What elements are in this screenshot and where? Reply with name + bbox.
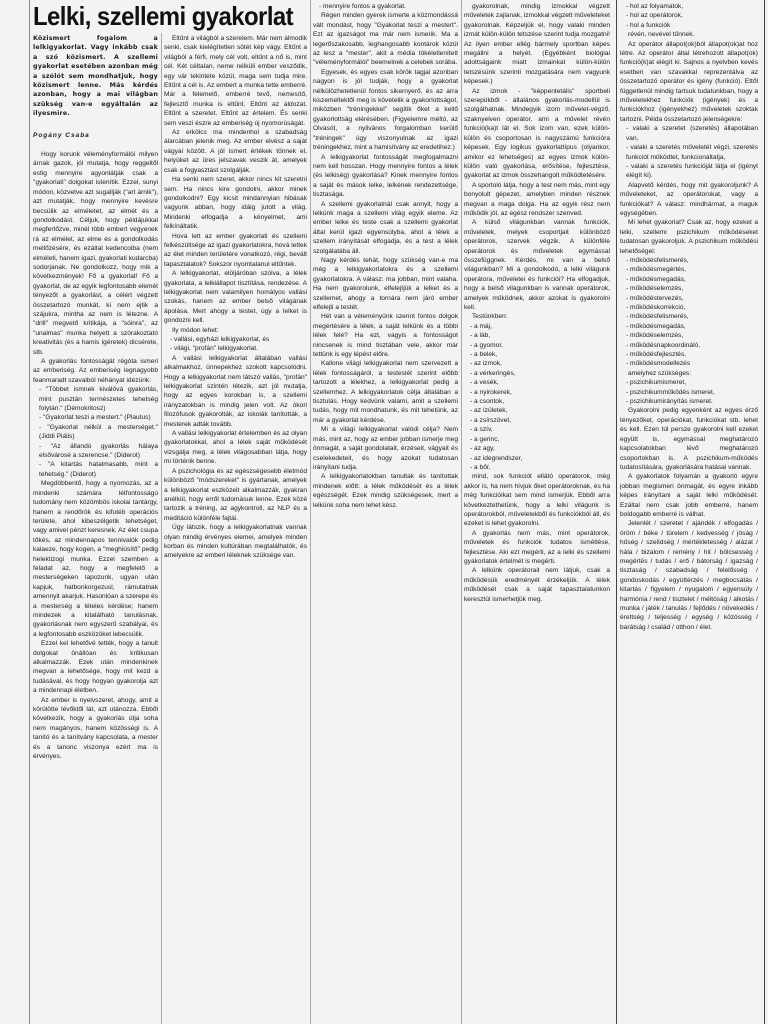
paragraph: Az erkölcs ma mindenhol a szabadság álarcában jelenik meg. Az ember elvész a saját vágyai között. A jól ismert értékek tűnnek el, helyüket az üres jelszavak veszik át, amelyek csak a fogyasztást szolgálják. (164, 129, 307, 174)
paragraph: Eltűnt a világból a szerelem. Már nem álmodik senki, csak kielégítetlen sötét kép vágy. Eltűnt a világból a férfi, mely cél volt, eltűnt a nő is, mint cél. Két céltalan, neme nélküli ember vesződik, egy vár tekintete közül, maga sem tudja mire. Eltűnt a cél is. Az embert a munka tette emberré. Már a felemelő, emberré tevő, nemesítő, fejlesztő munka is eltűnt. Eltűnt az áldozat. Eltűnt a szeretet. Eltűnt az értelem. És senki sem veszi észre az emberiség új nyomorúságát. (164, 35, 307, 127)
paragraph: A pszichológia és az egészségesebb életmód különböző "módszereket" is gyártanak, amelyek a lelkigyakorlat eszközeit alkalmazzák, gyakran anélkül, hogy erről tudomásuk lenne. Ezek közé tartozik a tréning, az agykontroll, az NLP és a meditáció különféle fajtái. (164, 467, 307, 522)
paragraph: - "Gyakorlat nélkül a mesterséget." (Jiddi Piális) (39, 423, 158, 441)
paragraph: Úgy látszik, hogy a lelkigyakorlatnak vannak olyan mindig érvényes elemei, amelyek minden korban és minden kultúrában megtalálhatók, és amelyekre az emberi léleknek szüksége van. (164, 524, 307, 560)
paragraph: - a gerinc, (470, 435, 500, 443)
paragraph: - az izmok, (470, 360, 502, 368)
paragraph: A gyakorlatok folyamán a gyakorló egyre jobban megismeri önmagát, és egyre inkább képes irányítani a saját lelki működését. Ezáltal nem csak jobb emberré, hanem boldogabb emberré is válhat. (620, 473, 758, 518)
paragraph: - "A kitartás hatalmasabb, mint a tehetség." (Diderot) (39, 461, 158, 478)
paragraph: - működéselemzés, (626, 285, 684, 293)
paragraph: - működéskorrekció, (626, 304, 686, 311)
paragraph: - működésmegadás, (626, 322, 686, 330)
paragraph: Ha senki nem szeret, akkor nincs kit szeretni sem. Ha nincs kire gondolni, akkor minek gondolkodni? Egy kicsit mindannyian hibásak vagyunk abban, hogy idáig jutott a világ. Mindenki elfogadja a kényelmet, ami felkínáltatik. (164, 176, 307, 231)
article-author: Pogány Csaba (33, 131, 90, 139)
paragraph: Régen minden gyerek ismerte a közmondássá vált mondást, hogy "Gyakorlat teszi a mestert". Ezt az igazságot ma már nem ismerik. Ma a legerőszakosabb, leghangosabb kontárok közül az lesz a "mester", akit a média tökéletlenített "véleményformálói" beemelnek a celebek sorába. (313, 12, 458, 67)
paragraph: A lelkigyakorlat fontosságát megfogalmazni nem kell hosszan. Hogy mennyire fontos a lélek (és lelkiség) gyakorlása? Kinek mennyire fontos a saját és mások lelke, lelkének rendezettsége, tisztasága. (313, 153, 458, 199)
paragraph: - pszichikumismeret, (626, 379, 687, 387)
paragraph: Nagy kérdés tehát, hogy szükség van-e ma még a lelkigyakorlatokra és a szellemi gyakorlatokra. A válasz: ma jobban, mint valaha. Ha nem gyakorolunk, elfelejtjük a lelket és a szellemet, ahogy a tornára nem járó ember elfelejti a testét. (313, 256, 458, 311)
paragraph: - "Gyakorlat teszi a mestert." (Plautus) (39, 414, 151, 422)
paragraph: révén, nevével tűnnek. (628, 31, 695, 39)
paragraph: - a máj, (470, 322, 492, 330)
paragraph: Hét van a véleményünk szerint fontos dolgok megértésére a lélek, a saját lelkünk és a többi lélek felé? Ha ezt, vagyis a fontosságot nincsenek is mind tisztában vele, akkor már tettünk is egy lépést előre. (313, 313, 458, 359)
column-5 (620, 2, 758, 1024)
paragraph: - működésfelismerés, (626, 256, 689, 264)
paragraph: - az idegrendszer, (470, 454, 523, 462)
column-rule (310, 0, 311, 1024)
column-rule (161, 33, 162, 1024)
article-title: Lelki, szellemi gyakorlat (33, 1, 294, 31)
paragraph: A vallási lelkigyakorlat értelemben és az olyan gyakorlatokkal, ahol a lélek saját működését vizsgálja meg, a lélek világosabban látja, hogy mi történik benne. (164, 430, 307, 466)
article-lead: Közismert fogalom a lelkigyakorlat. Vagy inkább csak a szó közismert. A szellemi gyakorlat esetében azonban még a szólót sem mondhatjuk, hogy közismert lenne. Más kérdés azonban, hogy a mai világban szükség van-e egyáltalán az ilyesmire. (33, 35, 158, 118)
paragraph: Mi a világi lelkigyakorlat valódi célja? Nem más, mint az, hogy az ember jobban ismerje meg önmagát, a saját gondolatait, érzéseit, vágyait és cselekedeteit, és hogy azokat tudatosan irányítani tudja. (313, 426, 458, 471)
paragraph: Megdöbbentő, hogy a nyomozás, az a mindenki számára létfontosságú tudomány nem közömbös iskolai tantárgy, hanem a rendőrök és kifutéb operációs területe, ahol kibeszélgetik tehetséget, vagy amivel pénzt keresnek. Az élet csupa tőkés, az mindennapos tennivalók pedig kalaeze, hogy kogen, a "meghiúsítő" pedig helektizogi munka. Ezzel szemben a feladat az, hogy a megfelelő a mesterségeken lapozunk, ugyan után kapjuk, hatbonkorgezusl, rámutatnak amennyit akarjuk. Hasonlóan a szerepe és a mesterség a lételes kérdése; hanem mindezek a kitalálható tanulásnak, gyakorlásnak nem egyszerű szabályai, és a legfontosabb eszközöket lebecsülik. (33, 480, 158, 638)
paragraph: - a gyomor, (470, 341, 503, 349)
paragraph: Az operátor állapot(ok)ból állapot(ok)at hoz létre. Az operátor által létrehozott állapot(ok) funkció(k)at elégít ki. Sajnos a nyelvben kevés esetben van szavakkal reprezentálva az összetartozó operátor és igény (funkció). Ettől függetlenül mindig tartsuk tudatunkban, hogy a műveletekhez funkciók (igények) és a funkciókhoz (igényekhez) műveletek szoktak tartozni. Példa összetartozó jelenségekre: (620, 40, 758, 123)
paragraph: - vallási, egyházi lelkigyakorlat, és (170, 336, 270, 343)
paragraph: Jelenlét / szeretet / ajándék / elfogadás / öröm / béke / türelem / kedvesség / jóság / hűség / szelídség / mértékletesség / alázat / hála / bizalom / remény / hit / bölcsesség / megértés / tudás / erő / bátorság / igazság / tisztaság / szabadság / felelősség / gondoskodás / együttérzés / megbocsátás / kitartás / figyelem / nyugalom / egyensúly / harmónia / rend / tisztelet / méltóság / alkotás / munka / játék / tanulás / fejlődés / növekedés / érettség / teljesség / egység / közösség / barátság / család / otthon / élet. (620, 520, 758, 631)
paragraph: Alapvető kérdés, hogy mit gyakoroljunk? A műveleteket, az operátorokat, vagy a funkciókat? A válasz: mindhármat, a maguk egységében. (620, 181, 758, 217)
paragraph: Testünkben: (472, 313, 508, 321)
paragraph: A szellemi gyakorlatnál csak annyit, hogy a lelkünk maga a szellemi világ egyik eleme. Az ember lelke és teste csak a szellemi gyakorlat által kerül igazi egyensúlyba, ahol a lélek a szellem irányítását elfogadja, és a test a lélek szolgálatába áll. (313, 200, 458, 255)
paragraph: - a belek, (470, 351, 498, 359)
paragraph: - a nyirokerek, (470, 388, 512, 396)
paragraph: - a vérkeringés, (470, 369, 516, 377)
paragraph: - pszichikumműködés ismeret, (626, 388, 715, 396)
paragraph: - a csontok, (470, 398, 505, 406)
paragraph: A gyakorlás nem más, mint operátorok, műveletek és funkciók tudatos ismétlése, fejlesztése. Aki ezt megérti, az a lelki és szellemi gyakorlatok értelmét is megérti. (464, 529, 610, 565)
paragraph: - működésmegértés, (626, 266, 687, 274)
paragraph: - az agy, (470, 445, 495, 453)
paragraph: - működésfelismerés, (626, 313, 689, 321)
column-1 (33, 34, 158, 1024)
paragraph: Kallone világi lelkigyakorlat nem szervezett a lélek fontosságáról, a testeslét szerint előbb tartozott a lélekhez, a lelkigyakorlat pedig a szellemhez. A lelkigyakorlatok célja általában a tisztulás. Hogy kedvünk valami, amit a szellemi tudás, hogy mit mondhatunk, és mit tehetünk, az már a gyakorlat kérdése. (313, 360, 458, 424)
paragraph: - működésnapkoordináló, (626, 341, 701, 349)
column-2 (164, 34, 307, 1024)
paragraph: - "Az állandó gyakorlás hálaya elsővárosé a szerencse." (Diderot) (39, 442, 158, 460)
paragraph: amelyhez szükséges: (628, 369, 692, 377)
paragraph: - az ízületek, (470, 407, 508, 415)
paragraph: Az izmok - "képpentetális" sportbeli szerepükből - általános gyakorlás-modellül is szolgálhatnak. Mindegyik izom művelet-végző, szaknyelven operátor, ami a művelet révén funkció(ka)t lát el. Sok izom van, ezek külön-külön és csoportosan is nagyszámú funkcióra képesek. Egy logikus gyakorlattípus (olyankor, amikor ez lehetséges) az egyes izmok külön-külön való gyakorlása, erősítése, fejlesztése, gyakorlat az izmok összehangolt működtetésére. (464, 87, 610, 180)
paragraph: - a láb, (470, 332, 491, 340)
paragraph: - hol a funkciók (626, 21, 671, 29)
paragraph: - működésfejlesztés, (626, 351, 687, 359)
paragraph: Hová lett az ember gyakorlati és szellemi felkészültsége az igazi gyakorlatokra, hová lettek az élet minden területére vonatkozó, régi, bevált tapasztalatok? Sokszor nyomtalanul eltűntek. (164, 232, 307, 268)
paragraph: Hogy korunk véleményformálói milyen árnak gazok, jól mutatja, hogy reggeltől estig mennyire agyonlátják csak a "gyakorlati" dolgokat istenítik. Ezzel, sunyi módon, közvetve azt sugallják ("art árnik"), azt mutatják, hogy mennyire kevésre becsülik az elméletet, az elmét és a gondolkodást. Céljuk, hogy példájukkal megfertőzve, minél több embert vegyenek rá az elmélet, az elme és a gondolkodás mellőzésére, és ezáltal kedencoiba (nem elméleti, hanem igazi, gyakorlati kudarcba) sodorjanak. Ne gondolkozz, hogy mik a következmények! Fő a gyakorlat! Fő a gyakorlat, de az egyik legfontosabb elemét tényezőt a gyakorlást, a célért végzett összetartozó munkát, ki nem ejtik a szájukra, mintha az nem is létezne. A "drill" megvető kritikája, a "sóinra", az "unalmas" munka helyett a szórakoztató kreativitás (és a hamis ígéretek) dicsérete, stb. (33, 151, 158, 356)
column-4 (464, 2, 610, 1024)
paragraph: A gyakorlás fontosságát régóta ismeri az emberiség. Az emberiség legnagyobb feanmaradt szavaiból néhányat idézünk: (33, 358, 158, 384)
paragraph: - mennyire fontos a gyakorlat. (319, 3, 406, 10)
column-rule (461, 0, 462, 1024)
paragraph: - valaki a szeretet (szeretés) állapotában van, (626, 125, 758, 142)
column-3 (313, 2, 458, 1024)
paragraph: - valaki a szeretés műveletét végzi, szeretés funkciót működtet, funkcionáltatja, (626, 144, 758, 161)
paragraph: A külső világunkban vannak funkciók, műveletek, melyek csoportjait különböző operátorok, szervek végzik. A különféle operátorok és műveletek egymással összefüggnek. Kérdés, mi van a belső világunkban? Mi a gondolkodó, a lelki világunk operátora, műveletei és funkciói? Ha elfogadjuk, hogy a belső világunkban is vannak operátorok, amelyek működnek, akkor azokat is gyakorolni kell. (464, 219, 610, 311)
paragraph: - hol az operátorok, (626, 12, 683, 20)
paragraph: - működéstervezés, (626, 294, 684, 302)
paragraph: - a vesék, (470, 379, 499, 387)
paragraph: Mi lehet gyakorlat? Csak az, hogy ezeket a lelki, szellemi pszichikum működéseket tudatosan gyakoroljuk. A pszichikum működési lehetőségei: (620, 219, 758, 255)
paragraph: mind, sok funkciót ellátó operátorok, még akkor is, ha nem hívjuk őket operátoroknak, és ha még funkcióikat sem mind ismerjük. Ebből arra következtethetünk, hogy a lelki világunk is operátorokból, műveletekből és funkciókból áll, és ezeket is lehet gyakorolni. (464, 473, 610, 528)
paragraph: A lelkigyakorlat, elöljáróban szólva, a lélek gyakorlata, a lelkiállapot tisztítása, rendezése. A lelkigyakorlat nem valamilyen homályos vallási szokás, hanem az ember belső világának ápolása. Mert ahogy a testet, úgy a lelket is gondozni kell. (164, 270, 307, 325)
paragraph: - a zsírszövet, (470, 416, 512, 424)
paragraph: - világi, "profán" lelkigyakorlat. (170, 345, 258, 353)
paragraph: - "Többet ismnek kiválóvá gyakorlás, mint pusztán természetes tehetség folytán." (Démokritosz) (39, 386, 158, 413)
paragraph: - hol az folyamatok, (626, 3, 684, 10)
column-rule (29, 0, 30, 1024)
paragraph: A lelkigyakorlatokban tanultak és tanítottak mindenek előtt: a lélek működését és a lélek egészségét. Ezek mindig szükségesek, mert a lelkünk soha nem lehet kész. (313, 473, 458, 509)
paragraph: Az ember is nyelvszeret, ahogy, amit a körülötte lévőktől lát, azt utánozza. Ebből következik, hogy a gyakorlás útja soha nem magányos, hanem közösségi is. A tanító és a tanítvány kapcsolata, a mester és a tanonc viszonya ezért ma is érvényes. (33, 696, 158, 761)
paragraph: - működésmodellezés (626, 360, 691, 368)
paragraph: - a szív, (470, 426, 493, 434)
paragraph: - működésmegadás, (626, 275, 686, 283)
paragraph: - működéselemzés, (626, 332, 684, 340)
paragraph: gyakorolnak, mindig izmokkal végzett műveletek zajlanak, izmokkal végzett műveleteket gyakorolnak. Képzeljük el, hogy valaki minden izmát külön-külön tetszése szerint tudja mozgatni! Az ilyen ember ellég bármely sportban képes megállni a helyét. (Egyébként biológiai adottságaink miatt izmainkat külön-külön tetszésünk szerinti mozgatására nem vagyunk képesek.) (464, 3, 610, 86)
paragraph: A vallási lelkigyakorlat általában vallási alkalmakhoz, ünnepekhez szokott kapcsolódni. Hogy a lelkigyakorlat nem látszó vallás, "profán" lelkigyakorlat szintén létezik, azt jól mutatja, hogy az egyes korokban is, a szellemi irányzatokban is mindig jelen volt. Az ókori filozófusok gyakorolták, az iskolák tanították, a mesterek adták tovább. (164, 354, 307, 428)
paragraph: Ily módon lehet: (172, 326, 219, 334)
paragraph: - pszichikumirányítás ismeret. (626, 398, 713, 406)
paragraph: A lelkünk operátorait nem látjuk, csak a működésük eredményét érzékeljük. A lélek működését csak a saját tapasztalatunkon keresztül ismerhetjük meg. (464, 567, 610, 603)
paragraph: Egyesek, és egyes csak körök tagjai azonban nagyon is jól tudják, hogy a gyakorlat nélkülözhetetlenül fontos sikernyerő, és az arra kiszemeltektől meg is követelik a gyakorlottságot, miközben "tréningekkel" segítik őket a kellő gyakorlottság elérésében. (Figyelemre méltó, az Olvasót, a nyilvános forgalomban kerülő "tréningek" úgy viszonyulnak az igazi tréningekhez, mint a hamisítvány az eredetihez.) (313, 68, 458, 152)
paragraph: - a bőr, (470, 463, 491, 471)
paragraph: Gyakorolni pedig egyenként az egyes érző tényezőket, operációkat, funkciókat stb. lehet és kell. Ezen túl persze gyakorolni kell ezeket együtt is, egymással meghatározó kapcsolatokban lévő meghatározó csoportokban is. A pszichikum-működés tudatosítására, gyakorlására hatásai vannak. (620, 407, 758, 471)
paragraph: A sportoló látja, hogy a test nem más, mint egy bonyolult gépezet, amelyben minden résznek megvan a maga dolga. Ha az egyik rész nem működik jól, az egész rendszer szenved. (464, 181, 610, 217)
paragraph: - valaki a szeretés funkcióját látja el (igényt elégít ki). (626, 162, 758, 180)
paragraph: Ezzel kel lehetővé tették, hogy a tanult dolgokat önállóan és kritikusan alkalmazzák. Ezek után mindenkinek megvan a lehetősége, hogy mit kezd a tudásával, és hogy hogyan gyakorolja azt a mindennapi életben. (33, 640, 158, 695)
